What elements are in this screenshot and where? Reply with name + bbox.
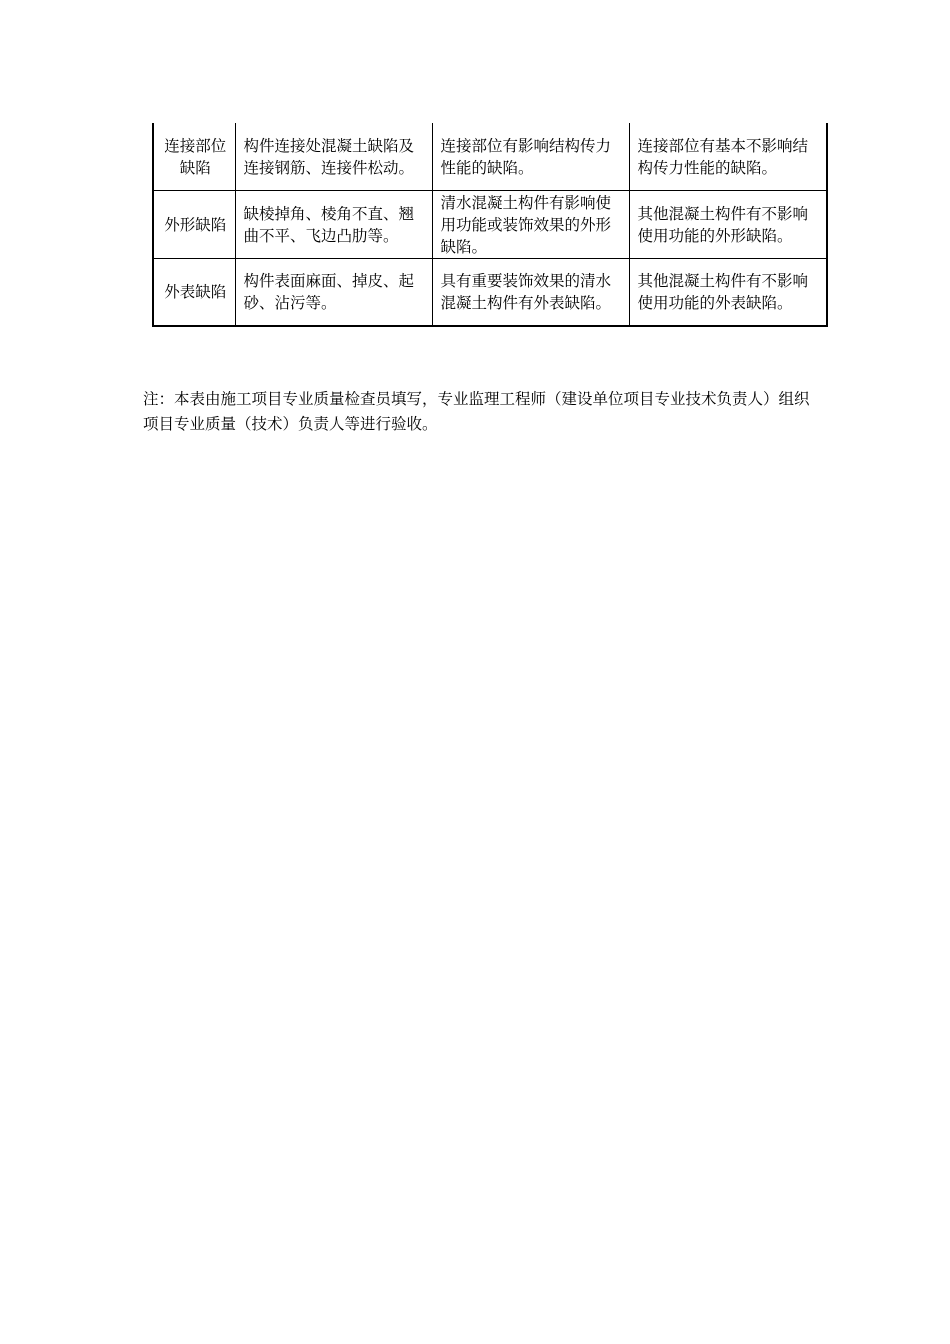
serious-defect-cell: 连接部位有影响结构传力性能的缺陷。 <box>432 123 629 191</box>
defect-phenomenon-cell: 构件表面麻面、掉皮、起砂、沾污等。 <box>235 259 432 327</box>
table-row <box>153 123 827 191</box>
defect-phenomenon-cell: 构件连接处混凝土缺陷及连接钢筋、连接件松动。 <box>235 123 432 191</box>
general-defect-cell: 连接部位有基本不影响结构传力性能的缺陷。 <box>629 123 827 191</box>
general-defect-cell: 其他混凝土构件有不影响使用功能的外表缺陷。 <box>629 259 827 327</box>
serious-defect-cell: 清水混凝土构件有影响使用功能或装饰效果的外形缺陷。 <box>432 191 629 259</box>
serious-defect-cell: 具有重要装饰效果的清水混凝土构件有外表缺陷。 <box>432 259 629 327</box>
defect-name-cell: 外形缺陷 <box>153 191 235 259</box>
table-row <box>153 191 827 259</box>
defect-name-cell: 外表缺陷 <box>153 259 235 327</box>
general-defect-cell: 其他混凝土构件有不影响使用功能的外形缺陷。 <box>629 191 827 259</box>
defect-phenomenon-cell: 缺棱掉角、棱角不直、翘曲不平、飞边凸肋等。 <box>235 191 432 259</box>
defects-table <box>152 123 828 327</box>
defect-name-cell: 连接部位缺陷 <box>153 123 235 191</box>
table-row <box>153 259 827 327</box>
table-note: 注：本表由施工项目专业质量检查员填写，专业监理工程师（建设单位项目专业技术负责人）组织项目专业质量（技术）负责人等进行验收。 <box>143 389 810 433</box>
